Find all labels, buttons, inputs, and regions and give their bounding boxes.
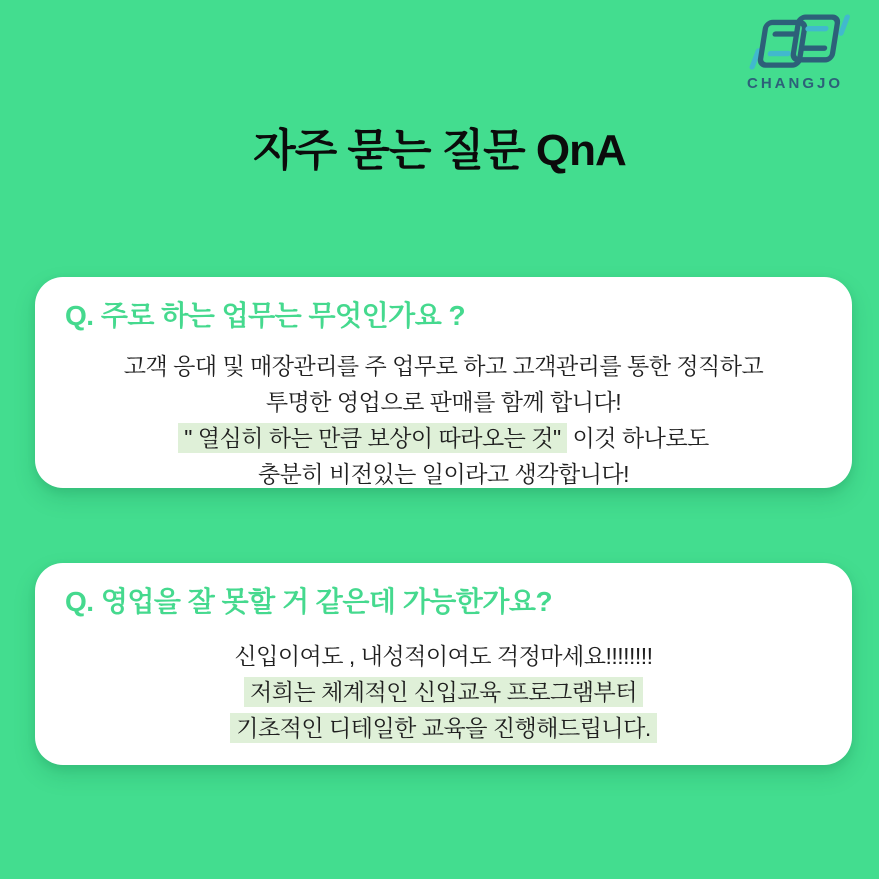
highlighted-text: 기초적인 디테일한 교육을 진행해드립니다.: [230, 713, 657, 743]
faq-answer-1: [35, 348, 852, 492]
answer-line: [35, 420, 852, 456]
answer-line-rest: 이것 하나로도: [566, 425, 709, 451]
changjo-chain-link-icon: [735, 10, 855, 74]
answer-line: 투명한 영업으로 판매를 함께 합니다!: [265, 389, 622, 415]
answer-line: 신입이여도 , 내성적이여도 걱정마세요!!!!!!!!: [234, 643, 653, 669]
highlighted-text: 저희는 체계적인 신입교육 프로그램부터: [244, 677, 643, 707]
brand-logo: [727, 10, 863, 92]
faq-question-2: Q. 영업을 잘 못할 거 같은데 가능한가요?: [65, 586, 553, 617]
faq-card-2: [35, 563, 852, 765]
faq-answer-2: [35, 638, 852, 746]
highlighted-text: " 열심히 하는 만큼 보상이 따라오는 것": [178, 423, 566, 453]
faq-card-1: [35, 277, 852, 488]
faq-question-1: Q. 주로 하는 업무는 무엇인가요 ?: [65, 300, 466, 331]
page-title: 자주 묻는 질문 QnA: [253, 126, 626, 175]
answer-line: 고객 응대 및 매장관리를 주 업무로 하고 고객관리를 통한 정직하고: [123, 353, 764, 379]
answer-line: [35, 674, 852, 710]
answer-line: [35, 710, 852, 746]
brand-name: CHANGJO: [746, 75, 843, 92]
answer-line: 충분히 비전있는 일이라고 생각합니다!: [257, 461, 630, 487]
